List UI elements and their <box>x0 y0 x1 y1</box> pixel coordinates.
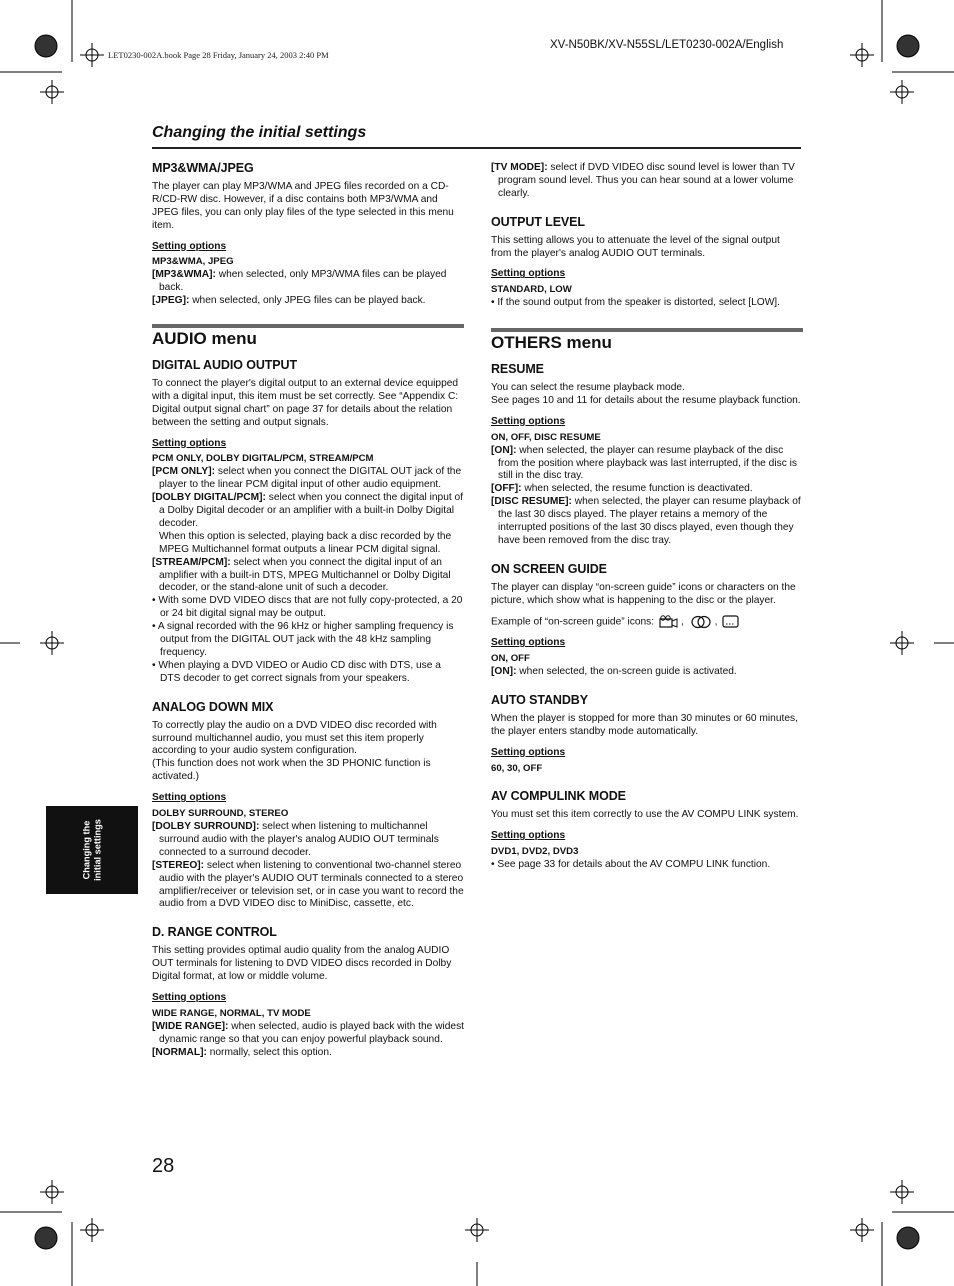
option-item: [ON]: when selected, the on-screen guide is activated. <box>491 665 737 677</box>
menu-divider <box>152 324 464 328</box>
compulink-body: You must set this item correctly to use the AV COMPU LINK system. <box>491 809 799 821</box>
page-title: Changing the initial settings <box>152 124 367 141</box>
registration-dot-icon <box>35 35 57 57</box>
drange-options: WIDE RANGE, NORMAL, TV MODE <box>152 1007 311 1019</box>
registration-dot-icon <box>897 35 919 57</box>
setting-options-label: Setting options <box>491 746 566 758</box>
registration-dot-icon <box>897 1227 919 1249</box>
subtitle-icon <box>722 615 740 629</box>
output-options: STANDARD, LOW <box>491 284 572 296</box>
mp3-options: MP3&WMA, JPEG <box>152 256 234 268</box>
registration-dot-icon <box>35 1227 57 1249</box>
print-file-info: LET0230-002A.book Page 28 Friday, January 24, 2003 2:40 PM <box>108 50 329 60</box>
bullet-note: • A signal recorded with the 96 kHz or higher sampling frequency is output from the DIGITAL OUT jack with the 48 kHz sampling frequency. <box>152 621 454 658</box>
analog-options: DOLBY SURROUND, STEREO <box>152 808 289 820</box>
setting-options-label: Setting options <box>152 792 227 804</box>
standby-body: When the player is stopped for more than 30 minutes or 60 minutes, the player enters standby mode automatically. <box>491 712 798 737</box>
option-item: [DOLBY DIGITAL/PCM]: select when you connect the digital input of a Dolby Digital decoder or an amplifier with a built-in Dolby Digital decoder. <box>152 492 464 529</box>
section-heading-analog-down-mix: ANALOG DOWN MIX <box>152 699 274 714</box>
option-item: [DISC RESUME]: when selected, the player can resume playback of the last 30 discs played. The player retains a memory of the interrupted positions of the last 30 discs played, even though they have been removed from the disc tray. <box>491 496 801 546</box>
section-heading-auto-standby: AUTO STANDBY <box>491 692 588 707</box>
digital-options: PCM ONLY, DOLBY DIGITAL/PCM, STREAM/PCM <box>152 453 374 465</box>
option-item-extra: When this option is selected, playing back a disc recorded by the MPEG Multichannel format outputs a linear PCM digital signal. <box>159 530 452 555</box>
option-item-tv-mode: [TV MODE]: select if DVD VIDEO disc sound level is lower than TV program sound level. Thus you can hear sound at a lower volume clearly. <box>491 162 795 199</box>
option-item: [JPEG]: when selected, only JPEG files can be played back. <box>152 295 426 307</box>
side-tab-label: Changing the initial settings <box>81 819 102 881</box>
standby-options: 60, 30, OFF <box>491 762 543 774</box>
option-item: [WIDE RANGE]: when selected, audio is played back with the widest dynamic range so that you can enjoy powerful playback sound. <box>152 1020 464 1045</box>
setting-options-label: Setting options <box>491 268 566 280</box>
section-heading-mp3: MP3&WMA/JPEG <box>152 161 254 175</box>
setting-options-label: Setting options <box>491 637 566 649</box>
section-heading-output-level: OUTPUT LEVEL <box>491 214 585 229</box>
right-column <box>491 162 803 872</box>
osg-example: Example of “on-screen guide” icons: , , <box>491 615 803 630</box>
osg-options: ON, OFF <box>491 653 530 665</box>
option-item: [ON]: when selected, the player can resume playback of the disc from the position where playback was last interrupted, if the disc is still in the disc tray. <box>491 444 797 482</box>
setting-options-label: Setting options <box>491 830 566 842</box>
bullet-note: • When playing a DVD VIDEO or Audio CD disc with DTS, use a DTS decoder to get correct signals from your speakers. <box>152 659 441 684</box>
option-item: [STREAM/PCM]: select when you connect the digital input of an amplifier with a built-in DTS, MPEG Multichannel or Dolby Digital decoder, or the stand-alone unit of such a decoder. <box>152 556 451 594</box>
setting-options-label: Setting options <box>152 991 227 1003</box>
option-item: [MP3&WMA]: when selected, only MP3/WMA files can be played back. <box>152 269 447 294</box>
bullet-note: • With some DVD VIDEO discs that are not fully copy-protected, a 20 or 24 bit digital signal may be output. <box>152 595 463 620</box>
others-menu-title: OTHERS menu <box>491 333 612 353</box>
option-item: [STEREO]: select when listening to conventional two-channel stereo audio with the player's AUDIO OUT terminals connected to a stereo amplifier/receiver or television set, or in case you want to record the audio from a DVD VIDEO disc to MiniDisc, cassette, etc. <box>152 859 464 910</box>
mp3-body: The player can play MP3/WMA and JPEG files recorded on a CD-R/CD-RW disc. However, if a disc contains both MP3/WMA and JPEG files, you can only play files of the type selected in this menu item. <box>152 180 454 231</box>
bullet-note: • See page 33 for details about the AV COMPU LINK function. <box>491 859 771 871</box>
page-number: 28 <box>152 1155 175 1177</box>
resume-options: ON, OFF, DISC RESUME <box>491 431 601 443</box>
output-body: This setting allows you to attenuate the level of the signal output from the player's analog AUDIO OUT terminals. <box>491 234 780 259</box>
drange-body: This setting provides optimal audio quality from the analog AUDIO OUT terminals for listening to DVD VIDEO discs recorded in Dolby Digital format, at low or middle volume. <box>152 945 452 983</box>
resume-body-note: See pages 10 and 11 for details about the resume playback function. <box>491 394 801 406</box>
setting-options-label: Setting options <box>491 415 566 427</box>
camera-angle-icon <box>659 615 679 629</box>
option-item: [OFF]: when selected, the resume function is deactivated. <box>491 483 753 495</box>
analog-body-note: (This function does not work when the 3D PHONIC function is activated.) <box>152 758 431 783</box>
bullet-note: • If the sound output from the speaker is distorted, select [LOW]. <box>491 297 780 309</box>
analog-body: To correctly play the audio on a DVD VIDEO disc recorded with surround multichannel audio, you must set this item properly according to your audio system configuration. <box>152 719 437 757</box>
menu-divider <box>491 328 803 332</box>
section-heading-on-screen-guide: ON SCREEN GUIDE <box>491 561 607 576</box>
section-heading-d-range-control: D. RANGE CONTROL <box>152 925 277 940</box>
audio-channel-icon <box>689 615 713 629</box>
digital-body: To connect the player's digital output to an external device equipped with a digital input, this item must be set correctly. See “Appendix C: Digital output signal chart” on page 37 for details about the relation between the setting and output signals. <box>152 377 459 428</box>
resume-body: You can select the resume playback mode. <box>491 381 685 393</box>
section-heading-resume: RESUME <box>491 362 544 377</box>
option-item: [NORMAL]: normally, select this option. <box>152 1046 332 1058</box>
audio-menu-title: AUDIO menu <box>152 329 257 349</box>
section-heading-digital-audio-output: DIGITAL AUDIO OUTPUT <box>152 357 297 372</box>
title-rule <box>152 147 801 149</box>
option-item: [PCM ONLY]: select when you connect the DIGITAL OUT jack of the player to the linear PCM digital input of other audio equipment. <box>152 466 462 491</box>
section-heading-av-compulink-mode: AV COMPULINK MODE <box>491 789 626 804</box>
compulink-options: DVD1, DVD2, DVD3 <box>491 846 579 858</box>
osg-body: The player can display “on-screen guide” icons or characters on the picture, which show what is happening to the disc or the player. <box>491 581 796 606</box>
option-item: [DOLBY SURROUND]: select when listening to multichannel surround audio with the player's analog AUDIO OUT terminals connected to a surround decoder. <box>152 820 439 858</box>
setting-options-label: Setting options <box>152 240 227 252</box>
setting-options-label: Setting options <box>152 437 227 449</box>
left-column <box>152 162 464 1059</box>
model-header: XV-N50BK/XV-N55SL/LET0230-002A/English <box>550 39 784 51</box>
